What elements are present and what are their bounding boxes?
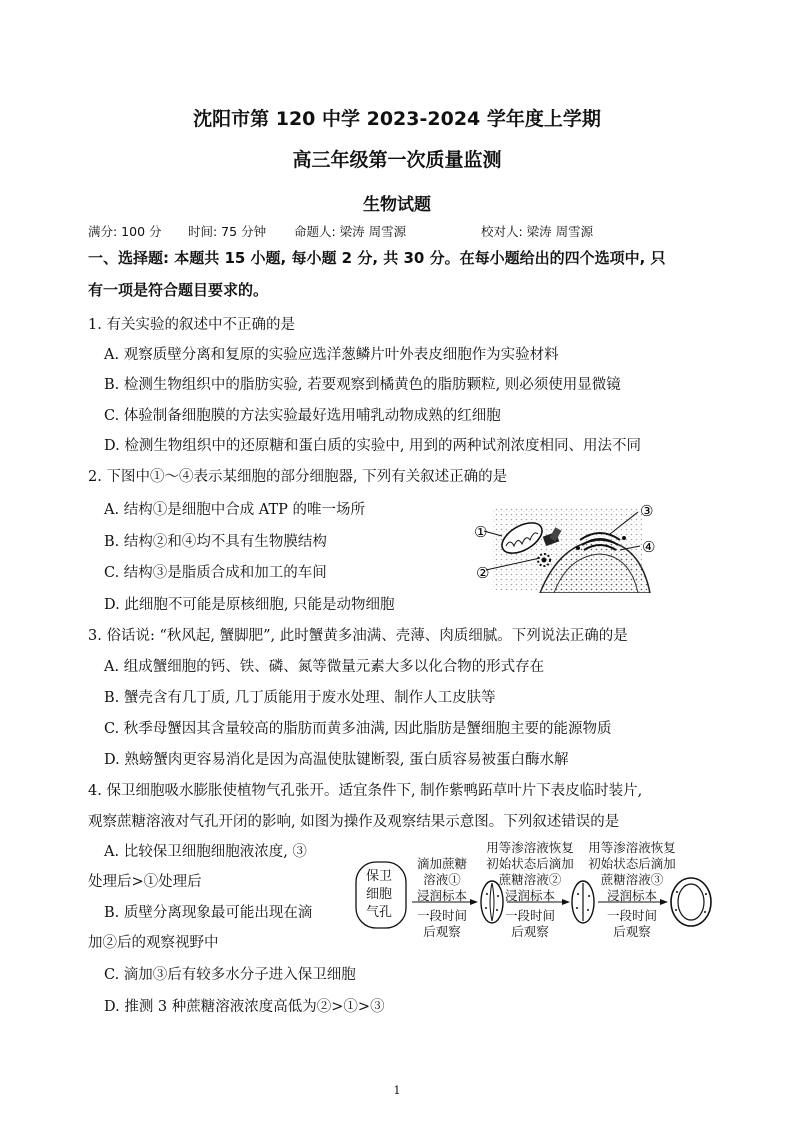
question-1-option-b: B. 检测生物组织中的脂肪实验, 若要观察到橘黄色的脂肪颗粒, 则必须使用显微镜 xyxy=(104,377,621,393)
page-number: 1 xyxy=(393,1084,401,1097)
author-info: 命题人: 梁涛 周雪源 xyxy=(294,224,407,239)
time-info: 时间: 75 分钟 xyxy=(188,224,267,239)
question-2-option-b: B. 结构②和④均不具有生物膜结构 xyxy=(104,534,327,550)
reviewer-info: 校对人: 梁涛 周雪源 xyxy=(481,224,594,239)
question-1-option-c: C. 体验制备细胞膜的方法实验最好选用哺乳动物成熟的红细胞 xyxy=(104,408,501,424)
figure-label-4: ④ xyxy=(642,538,656,556)
question-4-option-c: C. 滴加③后有较多水分子进入保卫细胞 xyxy=(104,967,356,983)
question-3-stem: 3. 俗话说: “秋风起, 蟹脚肥”, 此时蟹黄多油满、壳薄、肉质细腻。下列说法正确的是 xyxy=(88,628,628,644)
step-1-label: 滴加蔗糖 溶液① 浸润标本 一段时间 后观察 xyxy=(416,856,467,939)
question-2-stem: 2. 下图中①～④表示某细胞的部分细胞器, 下列有关叙述正确的是 xyxy=(88,469,508,485)
figure-label-1: ① xyxy=(474,523,488,541)
question-4-option-a: A. 比较保卫细胞细胞液浓度, ③ xyxy=(104,844,307,860)
question-4-stem-cont: 观察蔗糖溶液对气孔开闭的影响, 如图为操作及观察结果示意图。下列叙述错误的是 xyxy=(88,814,620,830)
question-3-option-c: C. 秋季母蟹因其含量较高的脂肪而黄多油满, 因此脂肪是蟹细胞主要的能源物质 xyxy=(104,721,612,737)
question-4-option-b-cont: 加②后的观察视野中 xyxy=(88,935,219,951)
figure-label-3: ③ xyxy=(640,502,654,520)
question-1-stem: 1. 有关实验的叙述中不正确的是 xyxy=(88,317,295,333)
question-2-option-a: A. 结构①是细胞中合成 ATP 的唯一场所 xyxy=(104,502,366,518)
guard-cell-label: 保卫 细胞 气孔 xyxy=(366,869,393,920)
question-3-option-d: D. 熟螃蟹肉更容易消化是因为高温使肽键断裂, 蛋白质容易被蛋白酶水解 xyxy=(104,752,569,768)
question-1-option-a: A. 观察质壁分离和复原的实验应选洋葱鳞片叶外表皮细胞作为实验材料 xyxy=(104,347,559,363)
question-3-option-a: A. 组成蟹细胞的钙、铁、磷、氮等微量元素大多以化合物的形式存在 xyxy=(104,659,545,675)
question-2-option-c: C. 结构③是脂质合成和加工的车间 xyxy=(104,565,327,581)
question-3-option-b: B. 蟹壳含有几丁质, 几丁质能用于废水处理、制作人工皮肤等 xyxy=(104,690,496,706)
exam-title: 沈阳市第 120 中学 2023-2024 学年度上学期 xyxy=(193,108,601,130)
score-info: 满分: 100 分 xyxy=(88,224,162,239)
question-4-option-d: D. 推测 3 种蔗糖溶液浓度高低为②>①>③ xyxy=(104,999,385,1015)
exam-subtitle: 高三年级第一次质量监测 xyxy=(292,149,502,171)
subject-title: 生物试题 xyxy=(363,195,431,215)
question-1-option-d: D. 检测生物组织中的还原糖和蛋白质的实验中, 用到的两种试剂浓度相同、用法不同 xyxy=(104,438,642,454)
question-4-option-b: B. 质壁分离现象最可能出现在滴 xyxy=(104,905,313,921)
stomata-experiment-figure xyxy=(352,838,724,948)
question-4-stem: 4. 保卫细胞吸水膨胀使植物气孔张开。适宜条件下, 制作紫鸭跖草叶片下表皮临时装片, xyxy=(88,783,643,799)
question-2-option-d: D. 此细胞不可能是原核细胞, 只能是动物细胞 xyxy=(104,597,395,613)
step-2-label: 用等渗溶液恢复 初始状态后滴加 蔗糖溶液② 浸润标本 一段时间 后观察 xyxy=(486,840,574,939)
section-heading: 一、选择题: 本题共 15 小题, 每小题 2 分, 共 30 分。在每小题给出的四个选项中, 只 xyxy=(88,249,666,267)
question-4-option-a-cont: 处理后>①处理后 xyxy=(88,874,202,890)
cell-organelle-figure xyxy=(470,498,670,593)
step-3-label: 用等渗溶液恢复 初始状态后滴加 蔗糖溶液③ 浸润标本 一段时间 后观察 xyxy=(588,840,676,939)
section-heading-cont: 有一项是符合题目要求的。 xyxy=(88,281,269,299)
figure-label-2: ② xyxy=(476,564,490,582)
